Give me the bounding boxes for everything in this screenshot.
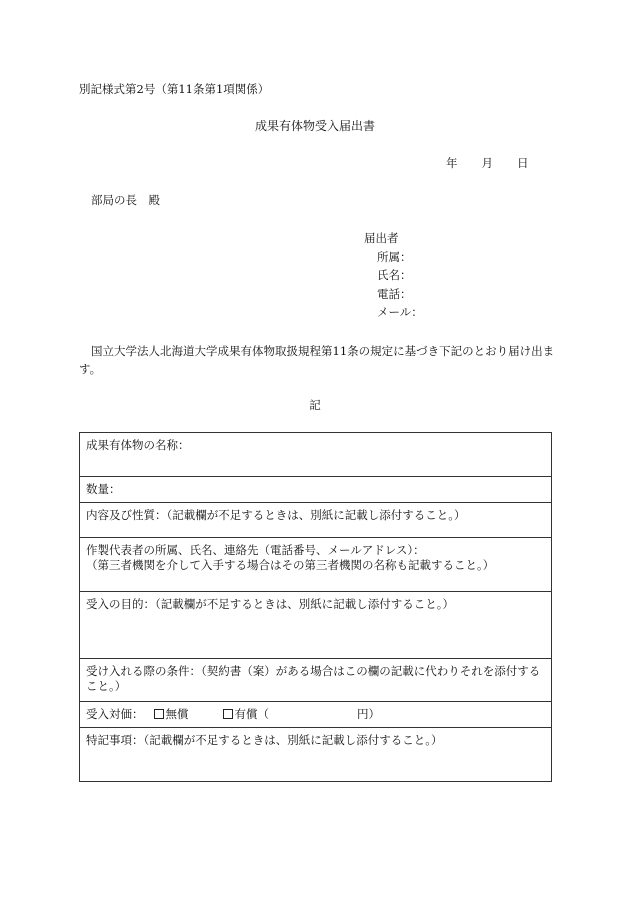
free-checkbox[interactable] bbox=[154, 709, 164, 719]
item-name-cell[interactable] bbox=[80, 433, 552, 477]
form-reference: 別記様式第2号（第11条第1項関係） bbox=[79, 82, 270, 96]
table-row bbox=[80, 477, 552, 503]
registration-form-table bbox=[79, 432, 552, 782]
submitter-affiliation-label: 所属： bbox=[377, 250, 412, 264]
table-row bbox=[80, 538, 552, 592]
submitter-name-label: 氏名： bbox=[377, 268, 412, 282]
yen-label: 円） bbox=[357, 707, 380, 721]
table-row bbox=[80, 592, 552, 659]
table-row bbox=[80, 702, 552, 728]
table-row bbox=[80, 503, 552, 538]
body-text: 国立大学法人北海道大学成果有体物取扱規程第11条の規定に基づき下記のとおり届け出ます。 bbox=[79, 344, 555, 376]
table-row bbox=[80, 433, 552, 477]
ki-heading: 記 bbox=[309, 398, 321, 412]
quantity-label: 数量： bbox=[86, 482, 121, 496]
remarks-cell[interactable] bbox=[80, 728, 552, 782]
provider-cell[interactable] bbox=[80, 538, 552, 592]
submitter-heading: 届出者 bbox=[364, 231, 399, 245]
table-row bbox=[80, 728, 552, 782]
content-label: 内容及び性質：（記載欄が不足するときは、別紙に記載し添付すること。） bbox=[86, 508, 466, 522]
consideration-label: 受入対価： bbox=[86, 707, 144, 721]
date-year: 年 bbox=[446, 156, 458, 170]
content-cell[interactable] bbox=[80, 503, 552, 538]
paid-checkbox[interactable] bbox=[223, 709, 233, 719]
submitter-email-label: メール： bbox=[377, 305, 423, 319]
quantity-cell[interactable] bbox=[80, 477, 552, 503]
paid-label: 有償（ bbox=[234, 707, 269, 721]
purpose-label: 受入の目的：（記載欄が不足するときは、別紙に記載し添付すること。） bbox=[86, 597, 454, 611]
conditions-label: 受け入れる際の条件：（契約書（案）がある場合はこの欄の記載に代わりそれを添付すること。） bbox=[86, 664, 541, 693]
date-day: 日 bbox=[517, 156, 529, 170]
submitter-phone-label: 電話： bbox=[377, 287, 412, 301]
provider-label: 作製代表者の所属、氏名、連絡先（電話番号、メールアドレス）： bbox=[86, 543, 425, 557]
free-label: 無償 bbox=[165, 707, 189, 721]
purpose-cell[interactable] bbox=[80, 592, 552, 659]
remarks-label: 特記事項：（記載欄が不足するときは、別紙に記載し添付すること。） bbox=[86, 733, 443, 747]
conditions-cell[interactable] bbox=[80, 659, 552, 702]
table-row bbox=[80, 659, 552, 702]
date-line bbox=[446, 156, 529, 170]
document-title: 成果有体物受入届出書 bbox=[254, 119, 375, 133]
addressee: 部局の長 殿 bbox=[91, 193, 160, 207]
provider-note: （第三者機関を介して入手する場合はその第三者機関の名称も記載すること。） bbox=[86, 558, 495, 572]
date-month: 月 bbox=[481, 156, 493, 170]
item-name-label: 成果有体物の名称： bbox=[86, 438, 190, 452]
consideration-cell bbox=[80, 702, 552, 728]
